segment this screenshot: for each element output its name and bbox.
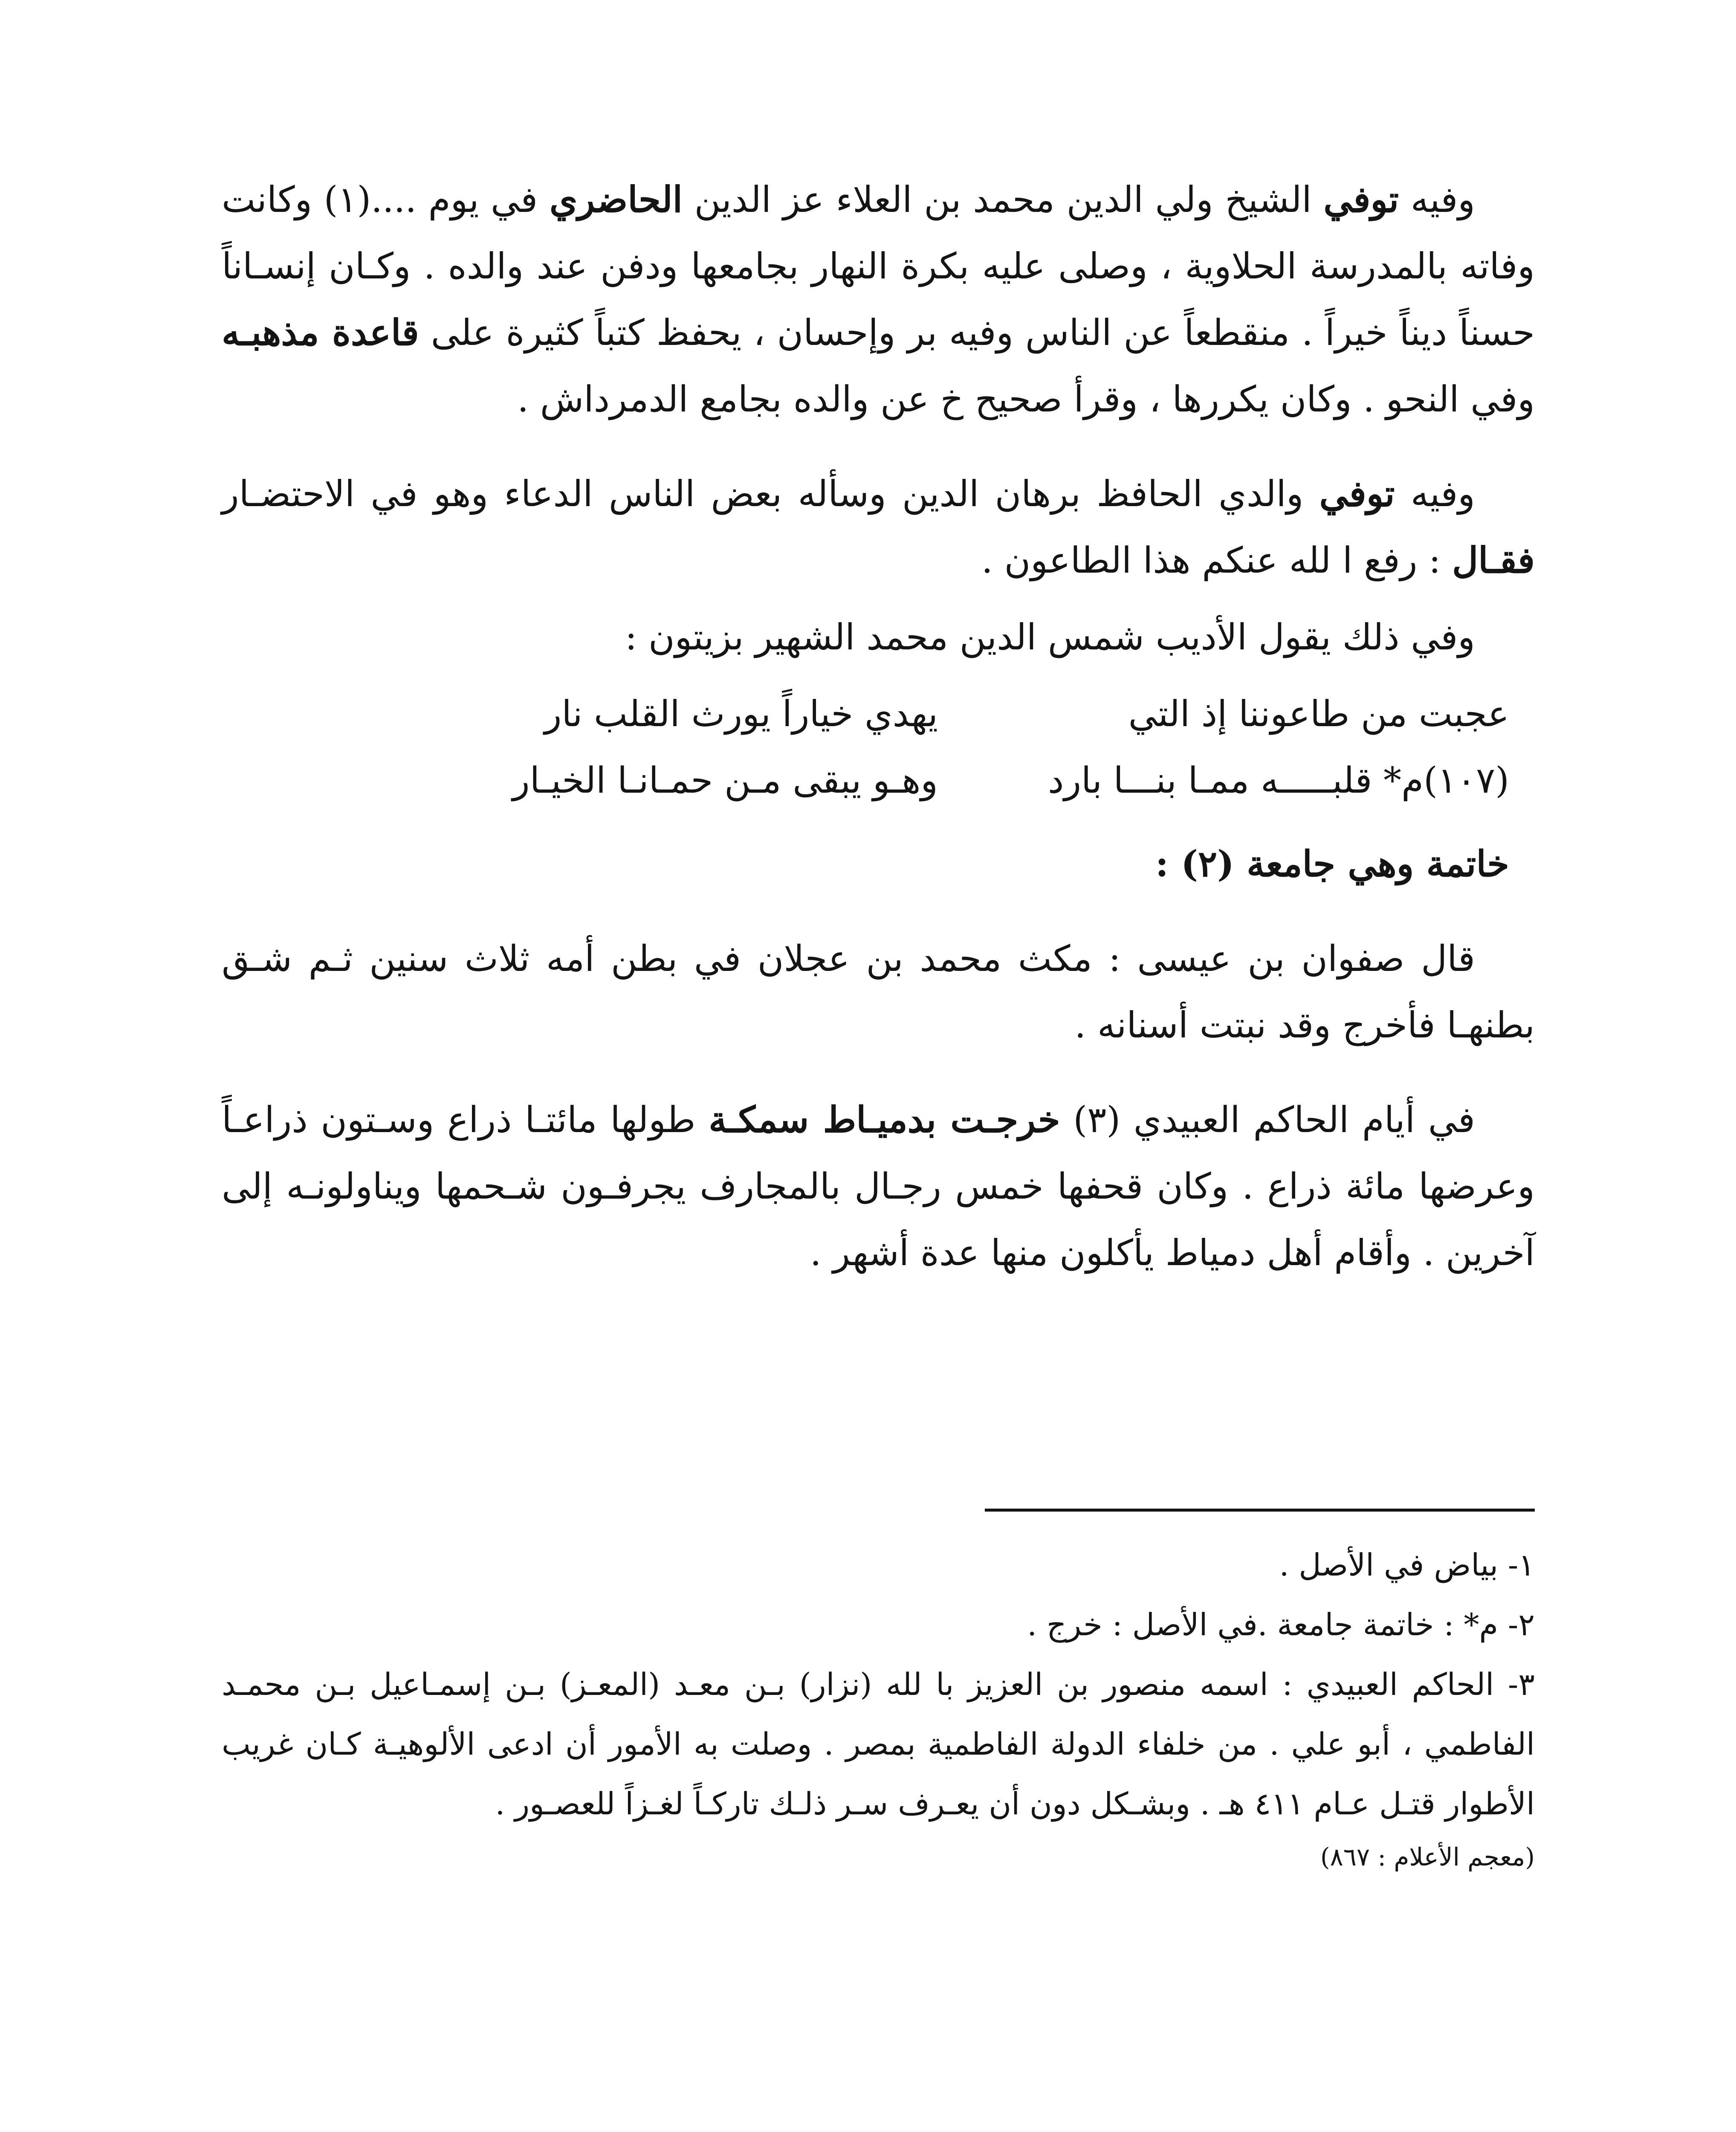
paragraph-damietta-fish: في أيام الحاكم العبيدي (٣) خرجـت بدميـاط سمكـة طولها مائتـا ذراع وسـتون ذراعـاً وعرضها مائة ذراع . وكان قحفها خمس رجـال بالمجارف يجرفـون شـحمها ويناولونـه إلى آخرين . وأقام أهل دمياط يأكلون منها عدة أشهر .: [222, 1098, 1535, 1274]
poem: [222, 681, 1535, 814]
died-keyword: توفي: [1319, 472, 1395, 515]
poem-line: [222, 681, 1535, 747]
paragraph-ibn-ajlan: قال صفوان بن عيسى : مكث محمد بن عجلان في بطن أمه ثلاث سنين ثـم شـق بطنهـا فأخرج وقد نبتت أسنانه .: [222, 938, 1535, 1046]
paragraph-poem-intro: وفي ذلك يقول الأديب شمس الدين محمد الشهير بزيتون :: [625, 616, 1475, 658]
footnote: ٣- الحاكم العبيدي : اسمه منصور بن العزيز با لله (نزار) بـن معـد (المعـز) بـن إسمـاعيل بـن محمـد الفاطمي ، أبو علي . من خلفاء الدولة الفاطمية بمصر . وصلت به الأمور أن ادعى الألوهيـة كـان غريب الأطوار قتـل عـام ٤١١ هـ . وبشـكل دون أن يعـرف سـر ذلـك تاركـاً لغـزاً للعصـور .: [222, 1666, 1535, 1822]
fish-keyword: خرجـت بدميـاط سمكـة: [709, 1098, 1060, 1141]
footnote: ٢- م* : خاتمة جامعة .في الأصل : خرج .: [1027, 1607, 1535, 1642]
section-heading: خاتمة وهي جامعة (٢) :: [1155, 843, 1509, 885]
said-keyword: فقـال: [1452, 539, 1535, 581]
main-text: [222, 166, 1535, 1314]
poem-hemistich: عجبت من طاعوننا إذ التي: [1128, 693, 1509, 735]
poem-hemistich: يهدي خياراً يورث القلب نار: [544, 693, 938, 735]
paragraph-hadhri-death: وفيه توفي الشيخ ولي الدين محمد بن العلاء عز الدين الحاضري في يوم ....(١) وكانت وفاته بالمدرسة الحلاوية ، وصلى عليه بكرة النهار بجامعها ودفن عند والده . وكـان إنسـاناً حسناً ديناً خيراً . منقطعاً عن الناس وفيه بر وإحسان ، يحفظ كتباً كثيرة على قاعدة مذهبـه وفي النحو . وكان يكررها ، وقرأ صحيح خ عن والده بجامع الدمرداش .: [222, 178, 1535, 420]
paragraph-father-death: وفيه توفي والدي الحافظ برهان الدين وسأله بعض الناس الدعاء وهو في الاحتضـار فقـال : رفع ا لله عنكم هذا الطاعون .: [222, 472, 1535, 581]
died-keyword: توفي: [1323, 178, 1399, 220]
poem-hemistich: (١٠٧)م* قلبـــــه ممـا بنـــا بارد: [1048, 759, 1509, 801]
footnotes: [222, 1535, 1535, 1880]
footnote: ١- بياض في الأصل .: [1279, 1547, 1535, 1583]
poem-line: [222, 747, 1535, 814]
footnote-divider: [985, 1509, 1535, 1512]
poem-hemistich: وهـو يبقى مـن حمـانـا الخيـار: [512, 759, 938, 801]
madhhab-rule: قاعدة مذهبـه: [222, 311, 419, 353]
footnote-source: (معجم الأعلام : ٨٦٧): [1320, 1842, 1535, 1871]
person-name: الحاضري: [549, 178, 683, 220]
